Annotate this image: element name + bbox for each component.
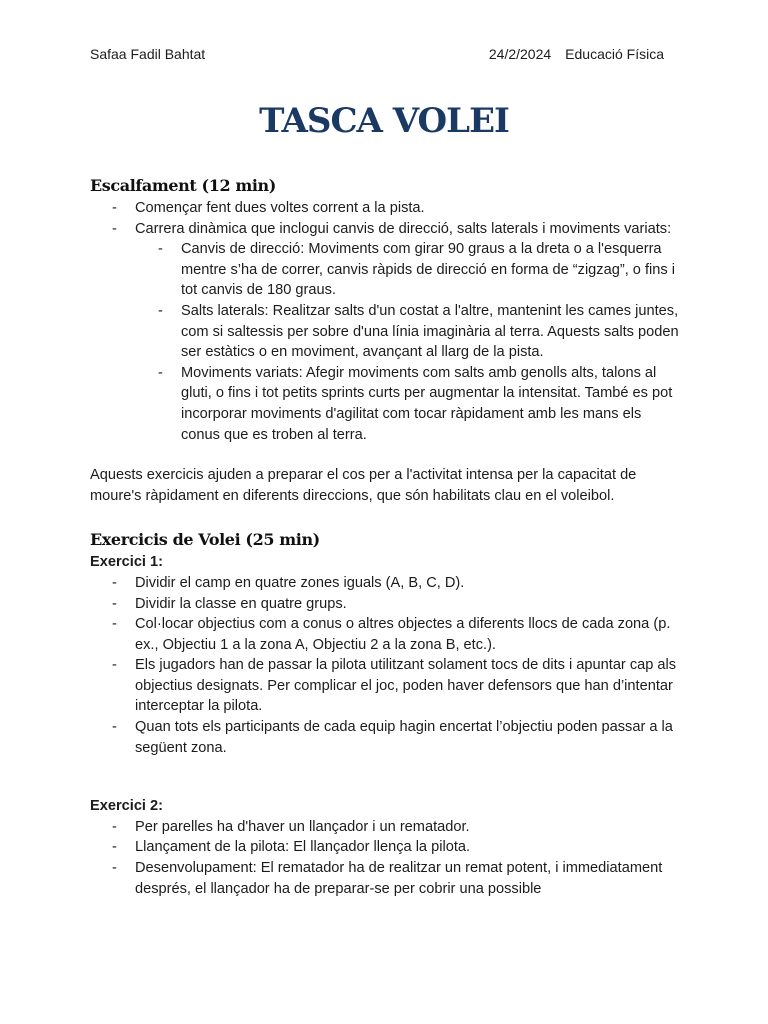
- page-title: TASCA VOLEI: [259, 101, 509, 141]
- list-item: [90, 219, 680, 446]
- sublist-item: - Salts laterals: Realitzar salts d'un costat a l'altre, mantenint les cames juntes, com si saltessis per sobre d'una línia imaginària al terra. Aquests salts poden ser estàtics o en moviment, avançant al llarg de la pista.: [90, 301, 680, 363]
- list-item: - Llançament de la pilota: El llançador llença la pilota.: [90, 837, 680, 858]
- warmup-sublist: [90, 239, 680, 445]
- warmup-paragraph: Aquests exercicis ajuden a preparar el cos per a l'activitat intensa per la capacitat de moure's ràpidament en diferents direccions, que són habilitats clau en el voleibol.: [90, 467, 637, 504]
- header-date: 24/2/2024: [488, 46, 552, 62]
- exercise-2-list: [90, 817, 680, 899]
- exercise-1-list: [90, 573, 680, 758]
- list-item: - Els jugadors han de passar la pilota utilitzant solament tocs de dits i apuntar cap als objectius designats. Per complicar el joc, poden haver defensors que han d’intentar interceptar la pilota.: [90, 655, 680, 717]
- warmup-list: [90, 198, 680, 445]
- list-item: - Quan tots els participants de cada equip hagin encertat l’objectiu poden passar a la següent zona.: [90, 717, 680, 758]
- volley-heading: Exercicis de Volei (25 min): [90, 530, 320, 550]
- list-item: - Desenvolupament: El rematador ha de realitzar un remat potent, i immediatament després, el llançador ha de preparar-se per cobrir una possible: [90, 858, 680, 899]
- author-name: Safaa Fadil Bahtat: [90, 46, 206, 62]
- document-body: [90, 174, 680, 899]
- page-header: [90, 45, 664, 63]
- list-item: - Dividir el camp en quatre zones iguals (A, B, C, D).: [90, 573, 680, 594]
- list-item: - Per parelles ha d'haver un llançador i un rematador.: [90, 817, 680, 838]
- sublist-item: - Canvis de direcció: Moviments com girar 90 graus a la dreta o a l'esquerra mentre s’ha de correr, canvis ràpids de direcció en forma de “zigzag”, o fins i tot canvis de 180 graus.: [90, 239, 680, 301]
- exercise-2-title: Exercici 2:: [90, 798, 164, 815]
- sublist-item: - Moviments variats: Afegir moviments com salts amb genolls alts, talons al gluti, o fins i tot petits sprints curts per augmentar la intensitat. També es pot incorporar moviments d'agilitat com tocar ràpidament amb les mans els conus que es troben al terra.: [90, 363, 680, 445]
- exercise-1-title: Exercici 1:: [90, 554, 164, 571]
- list-item: - Començar fent dues voltes corrent a la pista.: [90, 198, 680, 219]
- warmup-heading: Escalfament (12 min): [90, 176, 276, 195]
- header-right: [489, 45, 664, 63]
- list-item: - Dividir la classe en quatre grups.: [90, 594, 680, 615]
- list-item: - Col·locar objectius com a conus o altres objectes a diferents llocs de cada zona (p. ex., Objectiu 1 a la zona A, Objectiu 2 a la zona B, etc.).: [90, 614, 680, 655]
- list-item-text: Carrera dinàmica que inclogui canvis de direcció, salts laterals i moviments variats:: [135, 220, 672, 237]
- header-subject: Educació Física: [565, 46, 664, 62]
